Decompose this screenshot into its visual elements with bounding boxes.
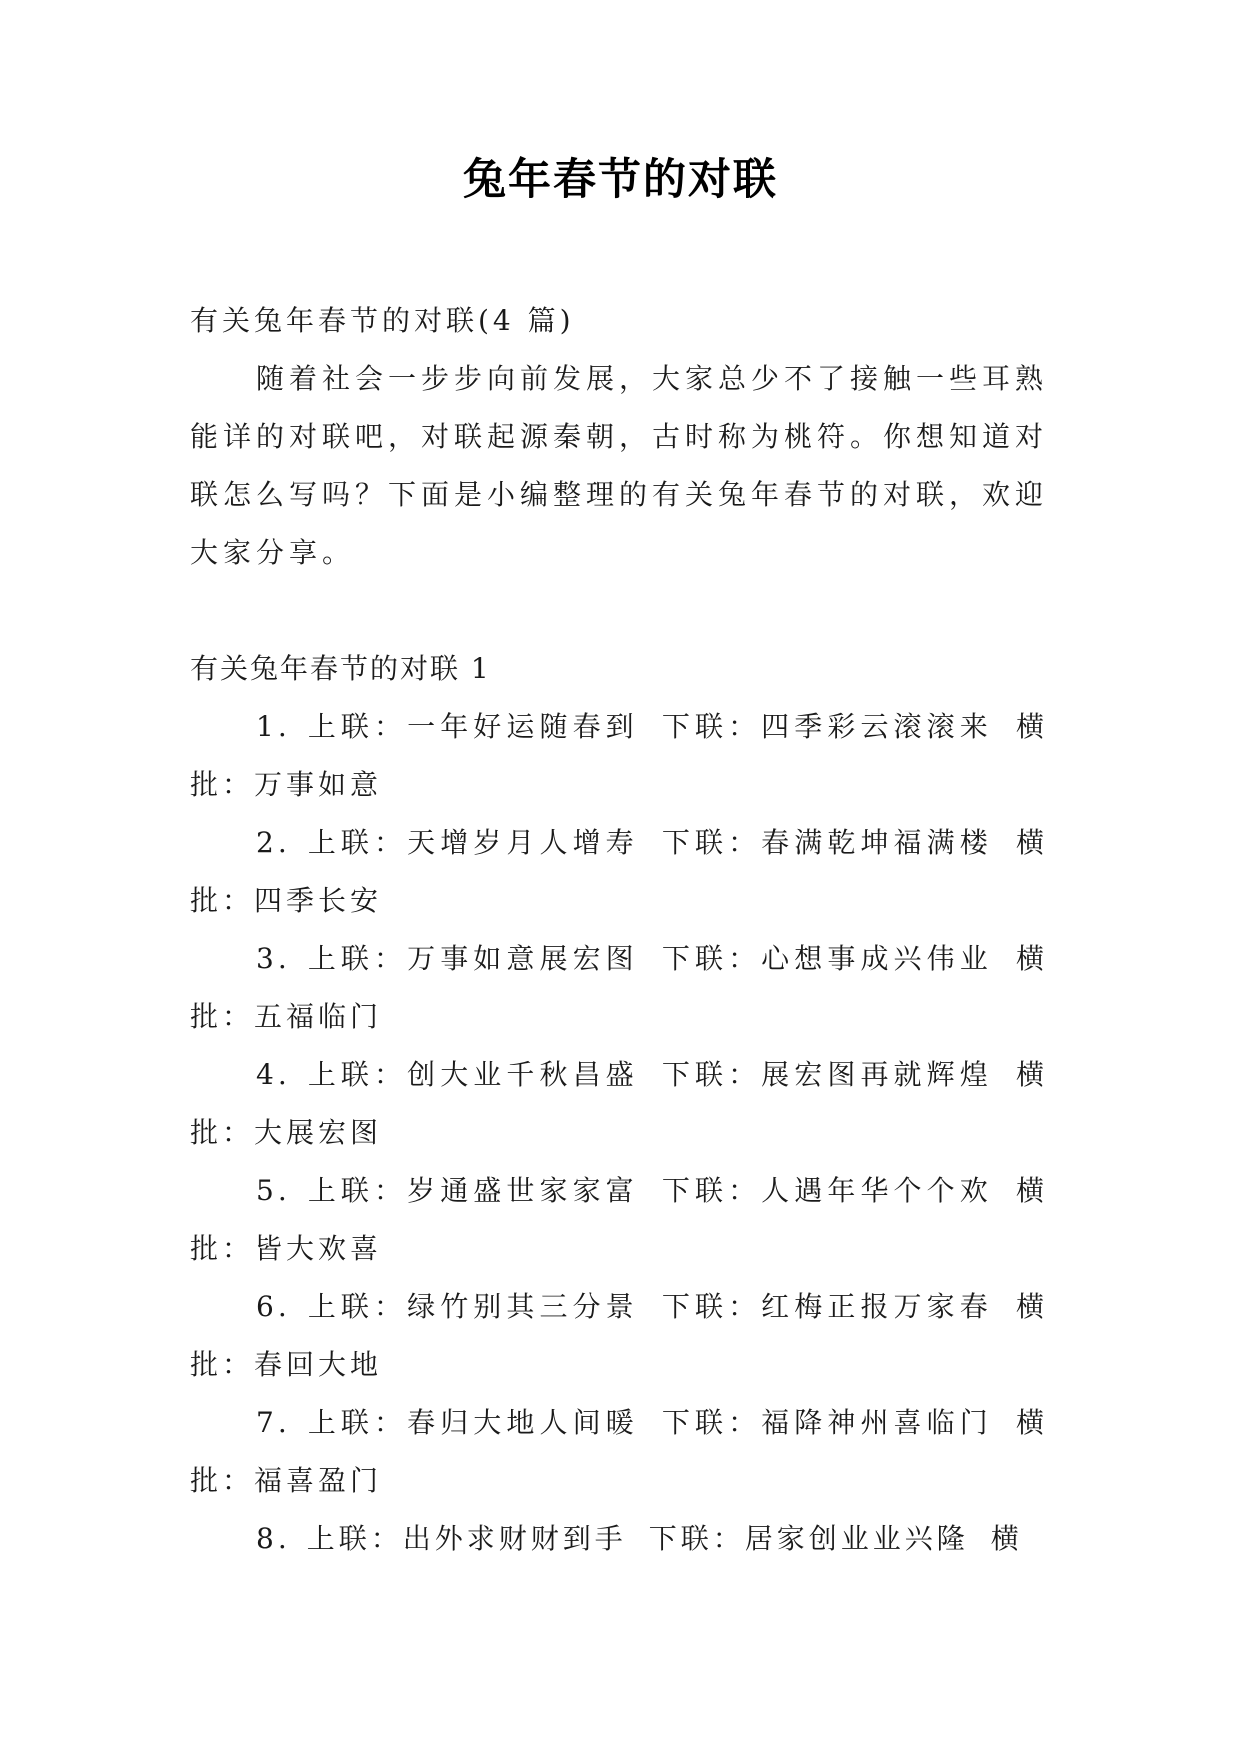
horizontal-label: 横批： (190, 710, 1048, 801)
upper-line: 春归大地人间暖 (407, 1406, 639, 1439)
upper-label: 上联： (306, 1058, 408, 1091)
horizontal-scroll: 五福临门 (254, 1000, 383, 1033)
lower-line: 居家创业业兴隆 (744, 1522, 969, 1555)
horizontal-scroll: 四季长安 (254, 884, 383, 917)
couplet-item (190, 814, 1048, 930)
horizontal-scroll: 福喜盈门 (254, 1464, 383, 1497)
upper-label: 上联： (306, 1522, 403, 1555)
couplet-item (190, 1510, 1048, 1568)
couplet-item (190, 1162, 1048, 1278)
horizontal-label: 横批： (190, 942, 1048, 1033)
upper-line: 创大业千秋昌盛 (407, 1058, 639, 1091)
horizontal-scroll: 大展宏图 (254, 1116, 383, 1149)
lower-line: 春满乾坤福满楼 (761, 826, 993, 859)
horizontal-label: 横批： (190, 826, 1048, 917)
document-subtitle: 有关兔年春节的对联(4 篇) (190, 304, 575, 337)
lower-label: 下联： (660, 826, 762, 859)
lower-label: 下联： (660, 1290, 762, 1323)
upper-label: 上联： (306, 826, 408, 859)
couplet-number: 8. (256, 1522, 291, 1555)
lower-line: 福降神州喜临门 (761, 1406, 993, 1439)
upper-line: 一年好运随春到 (407, 710, 639, 743)
upper-label: 上联： (306, 710, 408, 743)
couplet-item (190, 930, 1048, 1046)
couplet-number: 7. (256, 1406, 291, 1439)
couplet-number: 2. (256, 826, 291, 859)
couplet-number: 1. (256, 710, 291, 743)
couplet-number: 3. (256, 942, 291, 975)
lower-line: 四季彩云滚滚来 (761, 710, 993, 743)
couplet-item (190, 1278, 1048, 1394)
upper-label: 上联： (306, 1290, 408, 1323)
lower-label: 下联： (660, 942, 762, 975)
lower-label: 下联： (660, 710, 762, 743)
lower-label: 下联： (660, 1406, 762, 1439)
intro-paragraph: 随着社会一步步向前发展，大家总少不了接触一些耳熟能详的对联吧，对联起源秦朝，古时称为桃符。你想知道对联怎么写吗？下面是小编整理的有关兔年春节的对联，欢迎大家分享。 (190, 362, 1049, 569)
couplet-item (190, 1046, 1048, 1162)
horizontal-scroll: 春回大地 (254, 1348, 383, 1381)
section-heading: 有关兔年春节的对联 1 (190, 652, 491, 685)
lower-line: 人遇年华个个欢 (761, 1174, 993, 1207)
document-body (190, 292, 1048, 1568)
document-title: 兔年春节的对联 (463, 155, 778, 205)
couplet-number: 6. (256, 1290, 291, 1323)
horizontal-scroll: 皆大欢喜 (254, 1232, 383, 1265)
couplet-number: 4. (256, 1058, 291, 1091)
lower-line: 红梅正报万家春 (761, 1290, 993, 1323)
horizontal-scroll: 万事如意 (254, 768, 383, 801)
lower-line: 心想事成兴伟业 (761, 942, 993, 975)
upper-label: 上联： (306, 1406, 408, 1439)
lower-line: 展宏图再就辉煌 (761, 1058, 993, 1091)
lower-label: 下联： (660, 1058, 762, 1091)
upper-line: 岁通盛世家家富 (407, 1174, 639, 1207)
horizontal-label: 横批： (190, 1290, 1048, 1381)
couplet-item (190, 698, 1048, 814)
lower-label: 下联： (648, 1522, 745, 1555)
upper-label: 上联： (306, 942, 408, 975)
couplet-item (190, 1394, 1048, 1510)
upper-line: 绿竹别其三分景 (407, 1290, 639, 1323)
upper-line: 出外求财财到手 (402, 1522, 627, 1555)
lower-label: 下联： (660, 1174, 762, 1207)
horizontal-label: 横 (990, 1522, 1023, 1555)
upper-label: 上联： (306, 1174, 408, 1207)
upper-line: 万事如意展宏图 (407, 942, 639, 975)
couplet-number: 5. (256, 1174, 291, 1207)
horizontal-label: 横批： (190, 1174, 1048, 1265)
upper-line: 天增岁月人增寿 (407, 826, 639, 859)
horizontal-label: 横批： (190, 1406, 1048, 1497)
horizontal-label: 横批： (190, 1058, 1048, 1149)
